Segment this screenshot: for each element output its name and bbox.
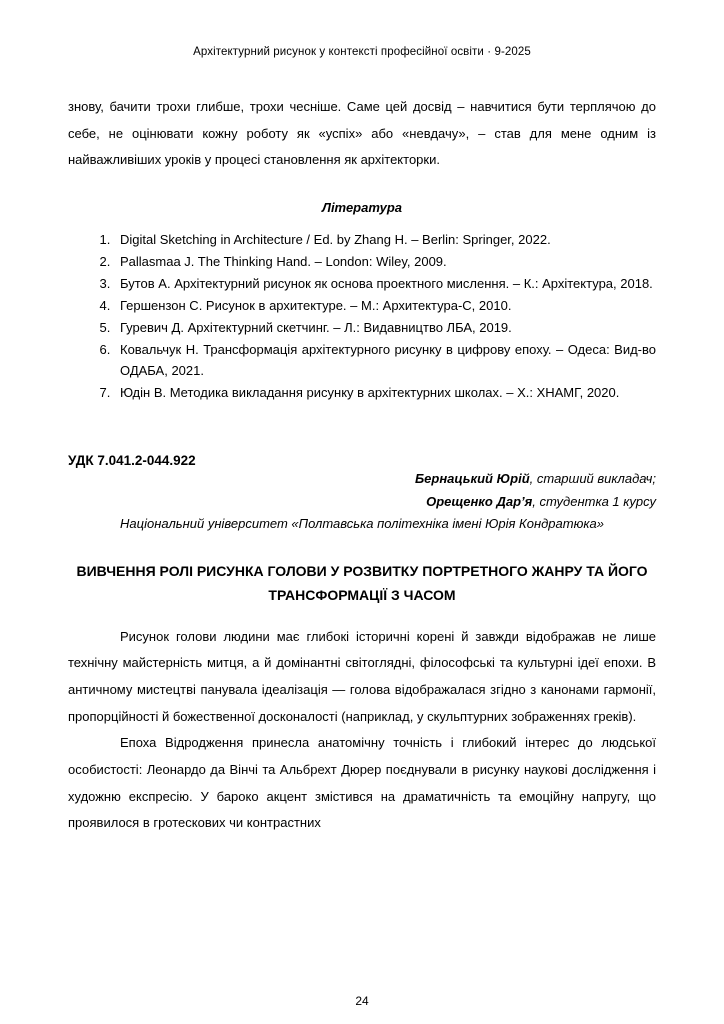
- author-line-1: [68, 468, 656, 491]
- literature-heading: Література: [322, 199, 402, 215]
- list-item: 1. Digital Sketching in Architecture / Ed. by Zhang H. – Berlin: Springer, 2022.: [114, 229, 656, 250]
- spacer: [68, 58, 656, 94]
- article-paragraph-1: Рисунок голови людини має глибокі історичні корені й завжди відображав не лише технічну майстерність митця, а й домінантні світоглядні, філософські та культурні ідеї епохи. В античному мистецтві панувала ідеалізація — голова відображалася згідно з канонами гармонії, пропорційності й божественної досконалості (наприклад, у скульптурних зображеннях греків).: [68, 628, 656, 724]
- page-number: 24: [355, 994, 369, 1008]
- list-item: 2. Pallasmaa J. The Thinking Hand. – London: Wiley, 2009.: [114, 251, 656, 272]
- list-item: 3. Бутов А. Архітектурний рисунок як основа проектного мислення. – К.: Архітектура, 2018.: [114, 273, 656, 294]
- list-item: 6. Ковальчук Н. Трансформація архітектурного рисунку в цифрову епоху. – Одеса: Вид-во ОДАБА, 2021.: [114, 339, 656, 381]
- running-head: Архітектурний рисунок у контексті професійної освіти · 9-2025: [193, 46, 531, 58]
- list-item: 5. Гуревич Д. Архітектурний скетчинг. – Л.: Видавництво ЛБА, 2019.: [114, 317, 656, 338]
- page-title: ВИВЧЕННЯ РОЛІ РИСУНКА ГОЛОВИ У РОЗВИТКУ ПОРТРЕТНОГО ЖАНРУ ТА ЙОГО ТРАНСФОРМАЦІЇ З ЧАСОМ: [76, 562, 648, 604]
- author-2-name: Орещенко Дар’я: [426, 494, 533, 510]
- author-1-role: , старший викладач;: [529, 471, 656, 487]
- list-item: 7. Юдін В. Методика викладання рисунку в архітектурних школах. – Х.: ХНАМГ, 2020.: [114, 382, 656, 403]
- top-paragraph: знову, бачити трохи глибше, трохи чесніше. Саме цей досвід – навчитися бути терплячою до себе, не оцінювати кожну роботу як «успіх» або «невдачу», – став для мене одним із найважливіших уроків у процесі становлення як архітекторки.: [68, 99, 656, 168]
- list-item: 4. Гершензон С. Рисунок в архитектуре. – М.: Архитектура-С, 2010.: [114, 295, 656, 316]
- article-paragraph-2: Епоха Відродження принесла анатомічну точність і глибокий інтерес до людської особистості: Леонардо да Вінчі та Альбрехт Дюрер поєднували в рисунку наукові дослідження і художню експресію. У бароко акцент змістився на драматичність та емоційну напругу, що проявилося в гротескових чи контрастних: [68, 735, 656, 831]
- author-2-role: , студентка 1 курсу: [532, 494, 656, 510]
- author-line-2: [68, 491, 656, 514]
- reference-list: [68, 229, 656, 403]
- udk-code: УДК 7.041.2-044.922: [68, 453, 196, 469]
- affiliation: Національний університет «Полтавська політехніка імені Юрія Кондратюка»: [120, 515, 604, 531]
- author-1-name: Бернацький Юрій: [414, 471, 530, 487]
